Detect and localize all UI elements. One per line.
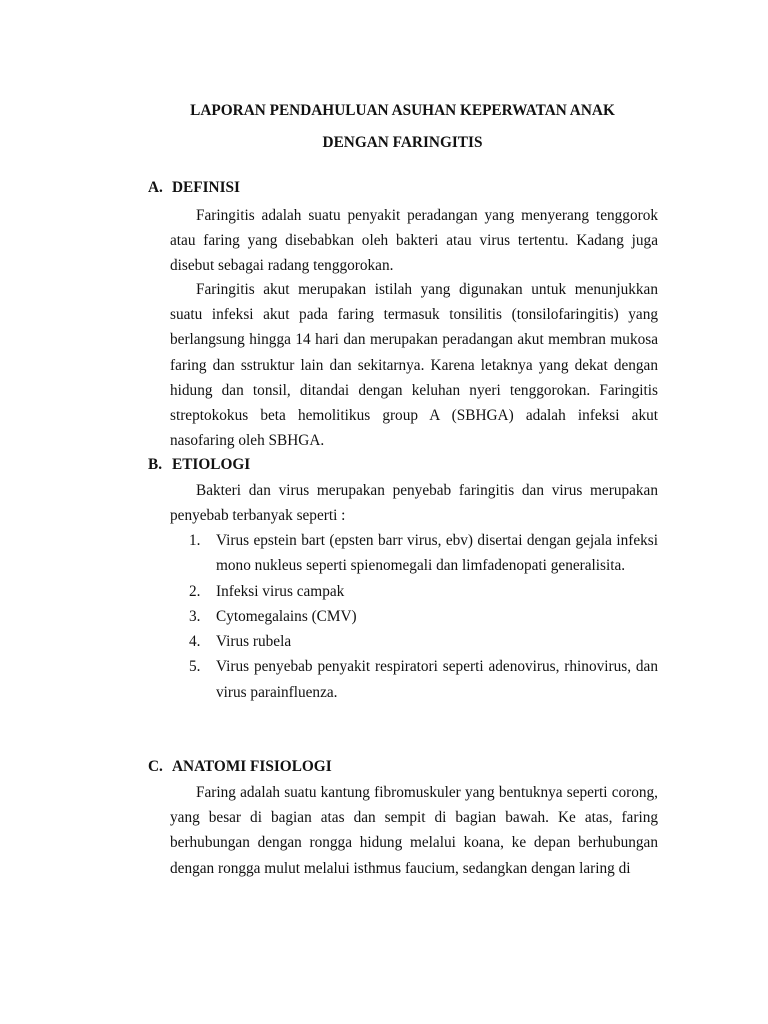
list-item xyxy=(189,629,658,654)
section-heading-etiologi xyxy=(148,455,250,475)
section-title: ANATOMI FISIOLOGI xyxy=(172,758,332,775)
list-item xyxy=(189,579,658,604)
section-letter: B. xyxy=(148,456,163,473)
list-item xyxy=(189,528,658,579)
list-text: Virus penyebab penyakit respiratori seperti adenovirus, rhinovirus, dan virus parainfluenza. xyxy=(216,658,658,701)
paragraph: Bakteri dan virus merupakan penyebab faringitis dan virus merupakan penyebab terbanyak seperti : xyxy=(170,482,658,525)
list-number: 5. xyxy=(189,658,201,676)
list-text: Virus epstein bart (epsten barr virus, ebv) disertai dengan gejala infeksi mono nukleus seperti spienomegali dan limfadenopati generalisita. xyxy=(216,532,658,575)
section-heading-anatomi-fisiologi xyxy=(148,757,332,777)
section-heading-definisi xyxy=(148,178,240,198)
etiology-list xyxy=(189,528,658,705)
paragraph: Faringitis akut merupakan istilah yang digunakan untuk menunjukkan suatu infeksi akut pada faring termasuk tonsilitis (tonsilofaringitis) yang berlangsung hingga 14 hari dan merupakan peradangan akut membran mukosa faring dan sstruktur lain dan sekitarnya. Karena letaknya yang dekat dengan hidung dan tonsil, ditandai dengan keluhan nyeri tenggorokan. Faringitis streptokokus beta hemolitikus group A (SBHGA) adalah infeksi akut nasofaring oleh SBHGA. xyxy=(170,281,658,450)
document-title-line-1: LAPORAN PENDAHULUAN ASUHAN KEPERWATAN ANAK xyxy=(190,102,615,119)
list-text: Infeksi virus campak xyxy=(216,582,345,600)
section-letter: A. xyxy=(148,179,163,196)
list-item xyxy=(189,604,658,629)
list-number: 4. xyxy=(189,633,201,651)
list-number: 1. xyxy=(189,532,201,549)
document-title-line-2: DENGAN FARINGITIS xyxy=(322,134,483,151)
paragraph: Faring adalah suatu kantung fibromuskuler yang bentuknya seperti corong, yang besar di bagian atas dan sempit di bagian bawah. Ke atas, faring berhubungan dengan rongga hidung melalui koana, ke depan berhubungan dengan rongga mulut melalui isthmus faucium, sedangkan dengan laring di xyxy=(170,784,658,877)
list-text: Cytomegalains (CMV) xyxy=(216,607,357,625)
list-number: 2. xyxy=(189,582,201,600)
list-number: 3. xyxy=(189,607,201,625)
section-letter: C. xyxy=(148,758,163,775)
list-item xyxy=(189,654,658,705)
section-title: ETIOLOGI xyxy=(172,456,251,473)
paragraph: Faringitis adalah suatu penyakit peradangan yang menyerang tenggorok atau faring yang disebabkan oleh bakteri atau virus tertentu. Kadang juga disebut sebagai radang tenggorokan. xyxy=(170,207,658,275)
section-title: DEFINISI xyxy=(172,179,241,196)
list-text: Virus rubela xyxy=(216,633,292,651)
